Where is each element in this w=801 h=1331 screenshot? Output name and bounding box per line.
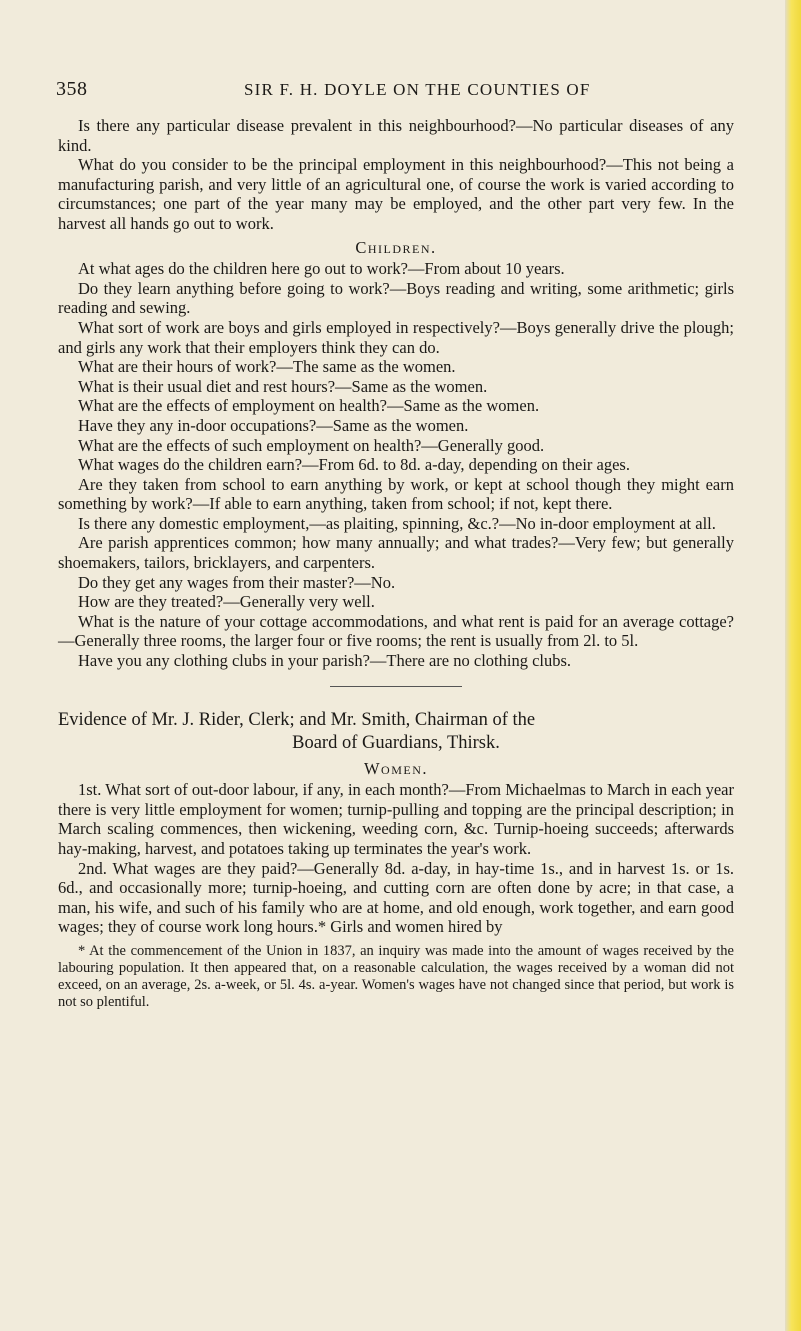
paragraph: Have they any in-door occupations?—Same as the women.	[78, 415, 469, 435]
paragraph: Do they get any wages from their master?—No.	[78, 572, 396, 592]
page-number: 358	[56, 78, 88, 100]
footnote-text: * At the commencement of the Union in 1837, an inquiry was made into the amount of wages received by the labouring population. It then appeared that, on a reasonable calculation, the wages received by a woman did not exceed, on an average, 2s. a-week, or 5l. 4s. a-year. Women's wages have not changed since that period, but work is not so plentiful.	[58, 942, 734, 1010]
paragraph: Are they taken from school to earn anything by work, or kept at school though they might earn something by work?—If able to earn anything, taken from school; if not, kept there.	[58, 474, 734, 514]
paragraph: What are their hours of work?—The same as the women.	[78, 357, 456, 377]
paragraph: 1st. What sort of out-door labour, if any, in each month?—From Michaelmas to March in each year there is very little employment for women; turnip-pulling and topping are the principal description; in March scaling commences, then wickening, weeding corn, &c. Turnip-hoeing succeeds; afterwards hay-making, harvest, and potatoes taking up terminates the year's work.	[58, 780, 734, 858]
paragraph: Is there any domestic employment,—as plaiting, spinning, &c.?—No in-door employment at all.	[78, 513, 716, 533]
paragraph: Is there any particular disease prevalent in this neighbourhood?—No particular diseases of any kind.	[58, 116, 734, 155]
body-text	[58, 116, 734, 1011]
paragraph: What is the nature of your cottage accommodations, and what rent is paid for an average cottage?—Generally three rooms, the larger four or five rooms; the rent is usually from 2l. to 5l.	[58, 611, 734, 651]
section-divider	[330, 686, 462, 687]
paragraph: Do they learn anything before going to work?—Boys reading and writing, some arithmetic; girls reading and sewing.	[58, 278, 734, 318]
page-edge	[785, 0, 801, 1331]
running-title: SIR F. H. DOYLE ON THE COUNTIES OF	[244, 80, 591, 99]
paragraph: How are they treated?—Generally very well.	[78, 592, 375, 612]
section-heading-women: Women.	[363, 758, 429, 778]
paragraph: What are the effects of employment on health?—Same as the women.	[78, 396, 540, 416]
paragraph: What is their usual diet and rest hours?—Same as the women.	[78, 376, 488, 396]
paragraph: At what ages do the children here go out to work?—From about 10 years.	[78, 259, 565, 279]
paragraph: What are the effects of such employment on health?—Generally good.	[78, 435, 545, 455]
paragraph: What sort of work are boys and girls employed in respectively?—Boys generally drive the plough; and girls any work that their employers think they can do.	[58, 317, 734, 357]
section-heading-children: Children.	[355, 237, 437, 257]
footnote	[58, 943, 734, 1011]
paragraph: 2nd. What wages are they paid?—Generally 8d. a-day, in hay-time 1s., and in harvest 1s. or 1s. 6d., and occasionally more; turnip-hoeing, and cutting corn are often done by acre; in that case, a man, his wife, and such of his family who are at home, and old enough, work together, and earn good wages; they of course work long hours.* Girls and women hired by	[58, 858, 734, 937]
paragraph: Have you any clothing clubs in your parish?—There are no clothing clubs.	[78, 651, 572, 671]
paragraph: What wages do the children earn?—From 6d. to 8d. a-day, depending on their ages.	[78, 455, 630, 475]
evidence-heading	[58, 709, 734, 755]
paragraph: Are parish apprentices common; how many annually; and what trades?—Very few; but generally shoemakers, tailors, bricklayers, and carpenters.	[58, 533, 734, 573]
evidence-heading-line-1: Evidence of Mr. J. Rider, Clerk; and Mr. Smith, Chairman of the	[58, 709, 536, 730]
paragraph: What do you consider to be the principal employment in this neighbourhood?—This not being a manufacturing parish, and very little of an agricultural one, of course the work is varied according to circumstances; one part of the year many may be employed, and the other part very few. In the harvest all hands go out to work.	[58, 155, 734, 233]
evidence-heading-line-2: Board of Guardians, Thirsk.	[292, 732, 500, 753]
